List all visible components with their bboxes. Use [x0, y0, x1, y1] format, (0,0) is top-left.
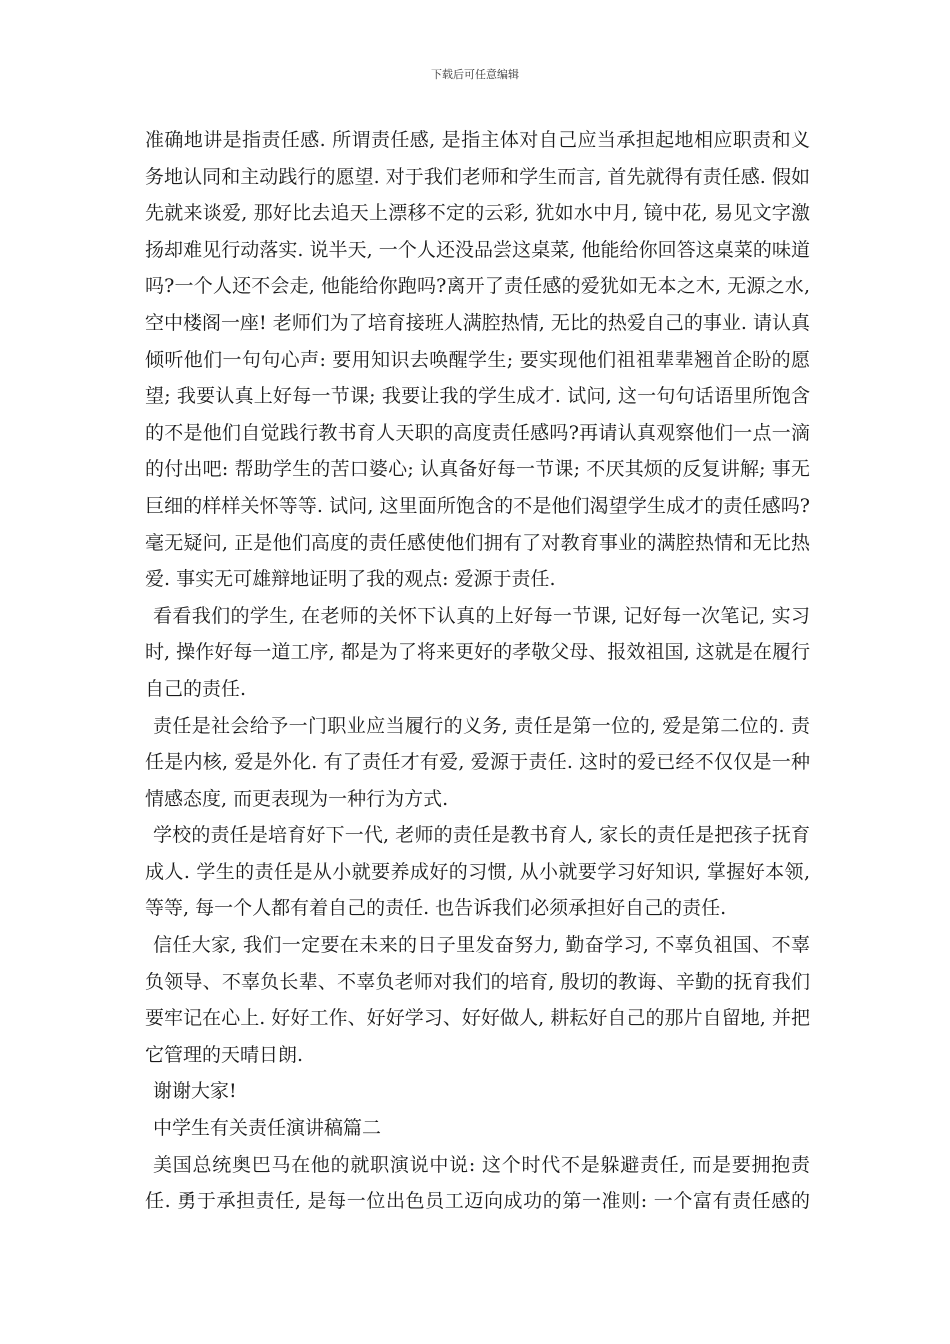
text-line: 空中楼阁一座! 老师们为了培育接班人满腔热情, 无比的热爱自己的事业. 请认真	[145, 311, 810, 334]
text-line: 望; 我要认真上好每一节课; 我要让我的学生成才. 试问, 这一句句话语里所饱含	[145, 385, 810, 408]
text-line: 学校的责任是培育好下一代, 老师的责任是教书育人, 家长的责任是把孩子抚育	[153, 824, 810, 847]
text-line: 它管理的天晴日朗.	[145, 1043, 304, 1066]
text-line: 吗?一个人还不会走, 他能给你跑吗?离开了责任感的爱犹如无本之木, 无源之水,	[145, 275, 810, 298]
document-body	[145, 122, 810, 1220]
text-line: 先就来谈爱, 那好比去追天上漂移不定的云彩, 犹如水中月, 镜中花, 易见文字激	[145, 202, 810, 225]
text-line: 美国总统奥巴马在他的就职演说中说: 这个时代不是躲避责任, 而是要拥抱责	[153, 1153, 810, 1176]
text-line: 务地认同和主动践行的愿望. 对于我们老师和学生而言, 首先就得有责任感. 假如	[145, 165, 810, 188]
text-line: 成人. 学生的责任是从小就要养成好的习惯, 从小就要学习好知识, 掌握好本领,	[145, 860, 810, 883]
text-line: 要牢记在心上. 好好工作、好好学习、好好做人, 耕耘好自己的那片自留地, 并把	[145, 1007, 810, 1030]
text-line: 倾听他们一句句心声: 要用知识去唤醒学生; 要实现他们祖祖辈辈翘首企盼的愿	[145, 348, 810, 371]
text-line: 信任大家, 我们一定要在未来的日子里发奋努力, 勤奋学习, 不辜负祖国、不辜	[153, 934, 810, 957]
text-line: 情感态度, 而更表现为一种行为方式.	[145, 787, 449, 810]
text-line: 毫无疑问, 正是他们高度的责任感使他们拥有了对教育事业的满腔热情和无比热	[145, 531, 810, 554]
text-line: 扬却难见行动落实. 说半天, 一个人还没品尝这桌菜, 他能给你回答这桌菜的味道	[145, 238, 810, 261]
text-line: 看看我们的学生, 在老师的关怀下认真的上好每一节课, 记好每一次笔记, 实习	[153, 604, 810, 627]
text-line: 谢谢大家!	[153, 1080, 237, 1103]
text-line: 中学生有关责任演讲稿篇二	[153, 1117, 382, 1140]
text-line: 巨细的样样关怀等等. 试问, 这里面所饱含的不是他们渴望学生成才的责任感吗?	[145, 494, 810, 517]
text-line: 任. 勇于承担责任, 是每一位出色员工迈向成功的第一准则: 一个富有责任感的	[145, 1190, 810, 1213]
page-header: 下载后可任意编辑	[431, 68, 519, 81]
text-line: 时, 操作好每一道工序, 都是为了将来更好的孝敬父母、报效祖国, 这就是在履行	[145, 641, 810, 664]
text-line: 准确地讲是指责任感. 所谓责任感, 是指主体对自己应当承担起地相应职责和义	[145, 129, 810, 151]
text-line: 的付出吧: 帮助学生的苦口婆心; 认真备好每一节课; 不厌其烦的反复讲解; 事无	[145, 458, 810, 481]
text-line: 爱. 事实无可雄辩地证明了我的观点: 爱源于责任.	[145, 568, 556, 591]
text-line: 任是内核, 爱是外化. 有了责任才有爱, 爱源于责任. 这时的爱已经不仅仅是一种	[145, 751, 810, 774]
text-line: 责任是社会给予一门职业应当履行的义务, 责任是第一位的, 爱是第二位的. 责	[153, 714, 810, 737]
text-line: 负领导、不辜负长辈、不辜负老师对我们的培育, 殷切的教诲、辛勤的抚育我们	[145, 970, 810, 993]
text-line: 等等, 每一个人都有着自己的责任. 也告诉我们必须承担好自己的责任.	[145, 897, 727, 920]
text-line: 的不是他们自觉践行教书育人天职的高度责任感吗?再请认真观察他们一点一滴	[145, 421, 810, 444]
text-line: 自己的责任.	[145, 677, 247, 700]
